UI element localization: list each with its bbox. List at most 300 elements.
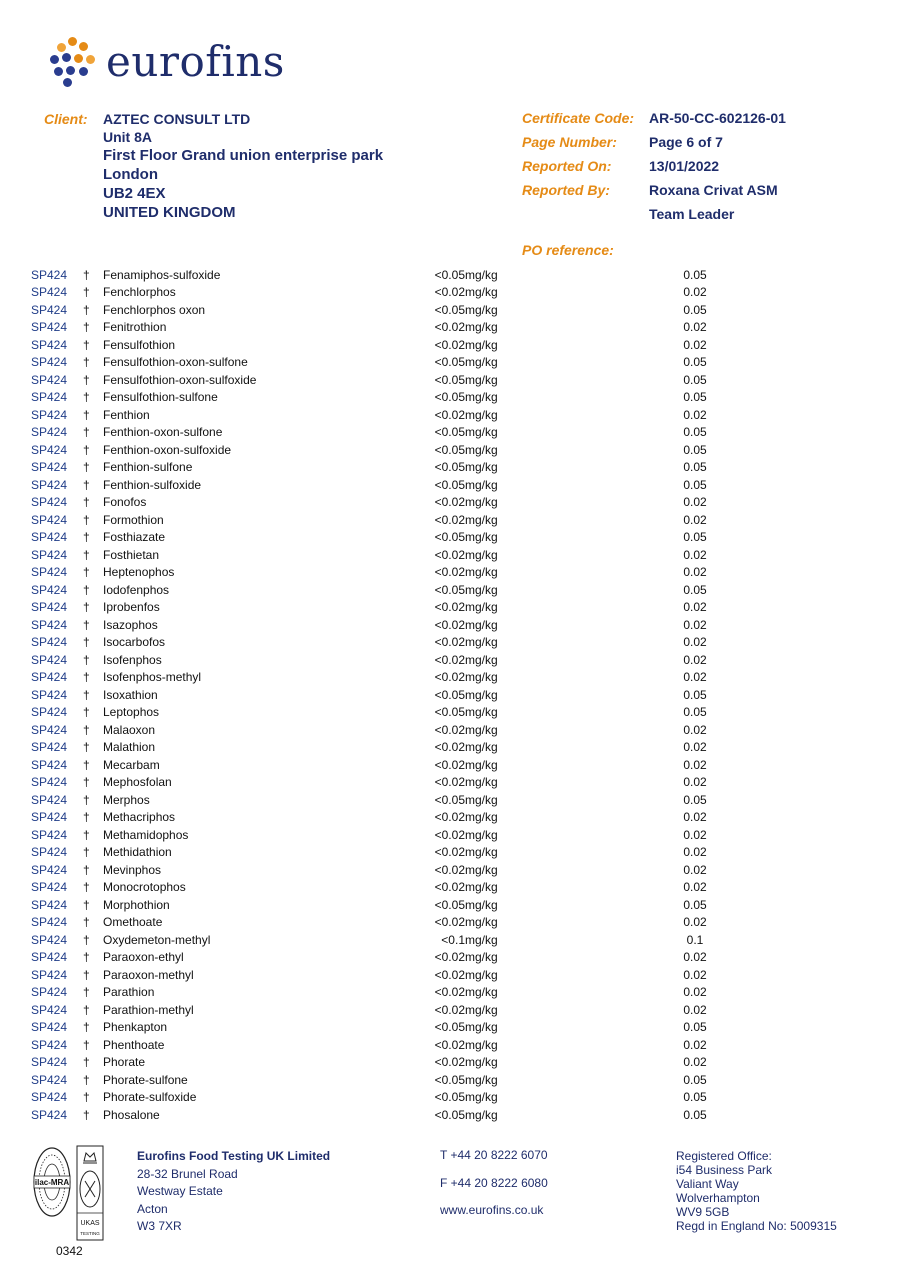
analyte-name: Fenthion-sulfoxide bbox=[103, 477, 202, 492]
accreditation-mark: † bbox=[83, 915, 90, 930]
table-row bbox=[31, 319, 835, 337]
analyte-name: Fenthion-oxon-sulfone bbox=[103, 425, 223, 440]
method-code: SP424 bbox=[31, 845, 68, 860]
reporting-limit: 0.02 bbox=[683, 495, 707, 510]
footer-registered-office bbox=[676, 1149, 837, 1233]
table-row bbox=[31, 966, 835, 984]
accreditation-mark: † bbox=[83, 600, 90, 615]
fax-number: F +44 20 8222 6080 bbox=[440, 1175, 548, 1190]
method-code: SP424 bbox=[31, 512, 68, 527]
method-code: SP424 bbox=[31, 320, 68, 335]
reporting-limit: 0.05 bbox=[683, 582, 707, 597]
accreditation-mark: † bbox=[83, 757, 90, 772]
unit: mg/kg bbox=[465, 460, 498, 475]
reporter-role-value: Team Leader bbox=[649, 206, 735, 222]
client-address bbox=[103, 110, 383, 222]
reporting-limit: 0.05 bbox=[683, 372, 707, 387]
method-code: SP424 bbox=[31, 862, 68, 877]
accreditation-mark: † bbox=[83, 582, 90, 597]
registered-office-line: Valiant Way bbox=[676, 1177, 739, 1191]
registered-office-line: Wolverhampton bbox=[676, 1191, 760, 1205]
table-row bbox=[31, 1071, 835, 1089]
table-row bbox=[31, 774, 835, 792]
client-label: Client: bbox=[44, 111, 88, 127]
accreditation-mark: † bbox=[83, 565, 90, 580]
table-row bbox=[31, 511, 835, 529]
accreditation-mark: † bbox=[83, 355, 90, 370]
table-row bbox=[31, 669, 835, 687]
unit: mg/kg bbox=[465, 652, 498, 667]
table-row bbox=[31, 914, 835, 932]
table-row bbox=[31, 389, 835, 407]
analyte-name: Paraoxon-methyl bbox=[103, 967, 194, 982]
accreditation-mark: † bbox=[83, 827, 90, 842]
analyte-name: Parathion bbox=[103, 985, 155, 1000]
analyte-name: Fensulfothion-sulfone bbox=[103, 390, 218, 405]
analyte-name: Monocrotophos bbox=[103, 880, 186, 895]
table-row bbox=[31, 634, 835, 652]
reporting-limit: 0.02 bbox=[683, 512, 707, 527]
analyte-name: Phosalone bbox=[103, 1107, 160, 1122]
unit: mg/kg bbox=[465, 285, 498, 300]
website-link[interactable]: www.eurofins.co.uk bbox=[440, 1203, 544, 1217]
reporting-limit: 0.02 bbox=[683, 285, 707, 300]
result-value: <0.05 bbox=[434, 302, 465, 317]
reporting-limit: 0.02 bbox=[683, 407, 707, 422]
method-code: SP424 bbox=[31, 1072, 68, 1087]
method-code: SP424 bbox=[31, 635, 68, 650]
reporting-limit: 0.02 bbox=[683, 635, 707, 650]
accreditation-mark: † bbox=[83, 932, 90, 947]
accreditation-mark: † bbox=[83, 985, 90, 1000]
accreditation-number: 0342 bbox=[56, 1244, 83, 1258]
analyte-name: Fensulfothion-oxon-sulfone bbox=[103, 355, 248, 370]
phone-number: T +44 20 8222 6070 bbox=[440, 1148, 548, 1162]
page-number-value: Page 6 of 7 bbox=[649, 134, 723, 150]
unit: mg/kg bbox=[465, 337, 498, 352]
accreditation-mark: † bbox=[83, 390, 90, 405]
accreditation-mark: † bbox=[83, 967, 90, 982]
client-name: AZTEC CONSULT LTD bbox=[103, 111, 251, 127]
analyte-name: Mephosfolan bbox=[103, 775, 172, 790]
table-row bbox=[31, 756, 835, 774]
result-value: <0.02 bbox=[434, 810, 465, 825]
analyte-name: Paraoxon-ethyl bbox=[103, 950, 184, 965]
method-code: SP424 bbox=[31, 460, 68, 475]
result-value: <0.02 bbox=[434, 862, 465, 877]
unit: mg/kg bbox=[465, 1020, 498, 1035]
unit: mg/kg bbox=[465, 600, 498, 615]
table-row bbox=[31, 441, 835, 459]
client-address-line: UB2 4EX bbox=[103, 185, 166, 202]
accreditation-mark: † bbox=[83, 460, 90, 475]
table-row bbox=[31, 861, 835, 879]
reporting-limit: 0.02 bbox=[683, 337, 707, 352]
reporting-limit: 0.05 bbox=[683, 425, 707, 440]
method-code: SP424 bbox=[31, 355, 68, 370]
company-address-line: Acton bbox=[137, 1201, 168, 1216]
result-value: <0.02 bbox=[434, 407, 465, 422]
table-row bbox=[31, 739, 835, 757]
table-row bbox=[31, 371, 835, 389]
accreditation-mark: † bbox=[83, 880, 90, 895]
table-row bbox=[31, 704, 835, 722]
reporting-limit: 0.02 bbox=[683, 775, 707, 790]
certificate-code-value: AR-50-CC-602126-01 bbox=[649, 110, 786, 126]
unit: mg/kg bbox=[465, 495, 498, 510]
footer-company bbox=[137, 1148, 330, 1236]
table-row bbox=[31, 651, 835, 669]
table-row bbox=[31, 546, 835, 564]
result-value: <0.02 bbox=[434, 565, 465, 580]
unit: mg/kg bbox=[465, 635, 498, 650]
result-value: <0.05 bbox=[434, 687, 465, 702]
accreditation-mark: † bbox=[83, 950, 90, 965]
reporting-limit: 0.02 bbox=[683, 810, 707, 825]
unit: mg/kg bbox=[465, 267, 498, 282]
analyte-name: Fenitrothion bbox=[103, 320, 167, 335]
accreditation-mark: † bbox=[83, 320, 90, 335]
accreditation-mark: † bbox=[83, 845, 90, 860]
reported-by-value: Roxana Crivat ASM bbox=[649, 182, 778, 198]
page-number-label: Page Number: bbox=[522, 134, 617, 150]
reporting-limit: 0.02 bbox=[683, 915, 707, 930]
analyte-name: Phorate-sulfoxide bbox=[103, 1090, 197, 1105]
reporting-limit: 0.05 bbox=[683, 1072, 707, 1087]
analyte-name: Omethoate bbox=[103, 915, 163, 930]
analyte-name: Malathion bbox=[103, 740, 156, 755]
result-value: <0.02 bbox=[434, 547, 465, 562]
company-address-line: Westway Estate bbox=[137, 1184, 223, 1198]
reporting-limit: 0.02 bbox=[683, 547, 707, 562]
method-code: SP424 bbox=[31, 267, 68, 282]
table-row bbox=[31, 284, 835, 302]
reporting-limit: 0.02 bbox=[683, 1037, 707, 1052]
reporting-limit: 0.02 bbox=[683, 740, 707, 755]
analyte-name: Phenkapton bbox=[103, 1020, 168, 1035]
registration-number: Regd in England No: 5009315 bbox=[676, 1219, 837, 1233]
unit: mg/kg bbox=[465, 1037, 498, 1052]
method-code: SP424 bbox=[31, 897, 68, 912]
reporting-limit: 0.05 bbox=[683, 267, 707, 282]
reporting-limit: 0.02 bbox=[683, 722, 707, 737]
analyte-name: Isocarbofos bbox=[103, 635, 166, 650]
accreditation-mark: † bbox=[83, 897, 90, 912]
unit: mg/kg bbox=[465, 792, 498, 807]
reporting-limit: 0.02 bbox=[683, 600, 707, 615]
analyte-name: Leptophos bbox=[103, 705, 160, 720]
result-value: <0.02 bbox=[434, 845, 465, 860]
certificate-meta-values bbox=[649, 110, 786, 230]
result-value: <0.05 bbox=[434, 530, 465, 545]
accreditation-mark: † bbox=[83, 775, 90, 790]
reporting-limit: 0.02 bbox=[683, 565, 707, 580]
eurofins-logo-icon bbox=[48, 37, 98, 87]
table-row bbox=[31, 809, 835, 827]
result-value: <0.05 bbox=[434, 1020, 465, 1035]
result-value: <0.05 bbox=[434, 390, 465, 405]
analyte-name: Mevinphos bbox=[103, 862, 162, 877]
analyte-name: Mecarbam bbox=[103, 757, 160, 772]
unit: mg/kg bbox=[465, 565, 498, 580]
certificate-code-label: Certificate Code: bbox=[522, 110, 635, 126]
reporting-limit: 0.05 bbox=[683, 897, 707, 912]
accreditation-mark: † bbox=[83, 425, 90, 440]
result-value: <0.02 bbox=[434, 880, 465, 895]
reporting-limit: 0.02 bbox=[683, 880, 707, 895]
method-code: SP424 bbox=[31, 652, 68, 667]
method-code: SP424 bbox=[31, 285, 68, 300]
method-code: SP424 bbox=[31, 1055, 68, 1070]
reporting-limit: 0.05 bbox=[683, 302, 707, 317]
method-code: SP424 bbox=[31, 705, 68, 720]
unit: mg/kg bbox=[465, 950, 498, 965]
method-code: SP424 bbox=[31, 670, 68, 685]
table-row bbox=[31, 844, 835, 862]
reporting-limit: 0.02 bbox=[683, 950, 707, 965]
result-value: <0.02 bbox=[434, 670, 465, 685]
method-code: SP424 bbox=[31, 880, 68, 895]
client-address-line: Unit 8A bbox=[103, 129, 152, 145]
ilac-mra-seal-icon bbox=[32, 1145, 72, 1220]
unit: mg/kg bbox=[465, 442, 498, 457]
method-code: SP424 bbox=[31, 372, 68, 387]
result-value: <0.02 bbox=[434, 915, 465, 930]
ukas-text: UKAS bbox=[80, 1220, 100, 1227]
accreditation-mark: † bbox=[83, 477, 90, 492]
reporting-limit: 0.02 bbox=[683, 652, 707, 667]
accreditation-mark: † bbox=[83, 810, 90, 825]
unit: mg/kg bbox=[465, 582, 498, 597]
table-row bbox=[31, 1019, 835, 1037]
seal-text: ilac-MRA bbox=[34, 1178, 70, 1187]
result-value: <0.05 bbox=[434, 897, 465, 912]
analyte-name: Malaoxon bbox=[103, 722, 156, 737]
analyte-name: Fonofos bbox=[103, 495, 147, 510]
ukas-subtext: TESTING bbox=[80, 1231, 100, 1236]
client-address-line: London bbox=[103, 166, 158, 183]
eurofins-logo bbox=[48, 38, 285, 86]
table-row bbox=[31, 791, 835, 809]
table-row bbox=[31, 1106, 835, 1124]
table-row bbox=[31, 949, 835, 967]
unit: mg/kg bbox=[465, 985, 498, 1000]
accreditation-mark: † bbox=[83, 1055, 90, 1070]
method-code: SP424 bbox=[31, 1037, 68, 1052]
result-value: <0.02 bbox=[434, 985, 465, 1000]
table-row bbox=[31, 984, 835, 1002]
reporting-limit: 0.02 bbox=[683, 985, 707, 1000]
result-value: <0.02 bbox=[434, 740, 465, 755]
result-value: <0.02 bbox=[434, 512, 465, 527]
analyte-name: Iprobenfos bbox=[103, 600, 160, 615]
unit: mg/kg bbox=[465, 1072, 498, 1087]
accreditation-mark: † bbox=[83, 722, 90, 737]
reporting-limit: 0.05 bbox=[683, 460, 707, 475]
analyte-name: Morphothion bbox=[103, 897, 170, 912]
result-value: <0.02 bbox=[434, 600, 465, 615]
footer-contact bbox=[440, 1148, 548, 1231]
analyte-name: Parathion-methyl bbox=[103, 1002, 194, 1017]
ukas-testing-logo bbox=[76, 1145, 104, 1241]
accreditation-mark: † bbox=[83, 635, 90, 650]
method-code: SP424 bbox=[31, 617, 68, 632]
reporting-limit: 0.05 bbox=[683, 477, 707, 492]
accreditation-mark: † bbox=[83, 547, 90, 562]
accreditation-mark: † bbox=[83, 1002, 90, 1017]
reporting-limit: 0.02 bbox=[683, 1055, 707, 1070]
result-value: <0.02 bbox=[434, 320, 465, 335]
table-row bbox=[31, 1054, 835, 1072]
analyte-name: Phorate-sulfone bbox=[103, 1072, 188, 1087]
result-value: <0.02 bbox=[434, 827, 465, 842]
reporting-limit: 0.05 bbox=[683, 1020, 707, 1035]
table-row bbox=[31, 721, 835, 739]
reporting-limit: 0.02 bbox=[683, 845, 707, 860]
unit: mg/kg bbox=[465, 512, 498, 527]
analyte-name: Isofenphos-methyl bbox=[103, 670, 202, 685]
reported-on-label: Reported On: bbox=[522, 158, 612, 174]
result-value: <0.02 bbox=[434, 722, 465, 737]
registered-office-line: Registered Office: bbox=[676, 1149, 772, 1163]
table-row bbox=[31, 826, 835, 844]
unit: mg/kg bbox=[465, 897, 498, 912]
registered-office-line: i54 Business Park bbox=[676, 1163, 773, 1177]
unit: mg/kg bbox=[465, 862, 498, 877]
accreditation-mark: † bbox=[83, 862, 90, 877]
analyte-name: Iodofenphos bbox=[103, 582, 170, 597]
unit: mg/kg bbox=[465, 407, 498, 422]
unit: mg/kg bbox=[465, 915, 498, 930]
reporting-limit: 0.1 bbox=[686, 932, 704, 947]
result-value: <0.05 bbox=[434, 372, 465, 387]
method-code: SP424 bbox=[31, 810, 68, 825]
table-row bbox=[31, 616, 835, 634]
accreditation-mark: † bbox=[83, 1090, 90, 1105]
method-code: SP424 bbox=[31, 967, 68, 982]
certificate-meta-labels bbox=[522, 110, 634, 206]
reporting-limit: 0.05 bbox=[683, 355, 707, 370]
accreditation-mark: † bbox=[83, 1037, 90, 1052]
method-code: SP424 bbox=[31, 740, 68, 755]
method-code: SP424 bbox=[31, 302, 68, 317]
accreditation-mark: † bbox=[83, 530, 90, 545]
analyte-name: Methacriphos bbox=[103, 810, 176, 825]
reporting-limit: 0.05 bbox=[683, 1090, 707, 1105]
client-address-line: First Floor Grand union enterprise park bbox=[103, 147, 384, 164]
reported-on-value: 13/01/2022 bbox=[649, 158, 720, 174]
result-value: <0.02 bbox=[434, 1055, 465, 1070]
reporting-limit: 0.05 bbox=[683, 705, 707, 720]
method-code: SP424 bbox=[31, 687, 68, 702]
accreditation-mark: † bbox=[83, 740, 90, 755]
accreditation-mark: † bbox=[83, 705, 90, 720]
method-code: SP424 bbox=[31, 757, 68, 772]
method-code: SP424 bbox=[31, 792, 68, 807]
accreditation-mark: † bbox=[83, 267, 90, 282]
result-value: <0.02 bbox=[434, 635, 465, 650]
method-code: SP424 bbox=[31, 827, 68, 842]
brand-name: eurofins bbox=[106, 37, 285, 86]
analyte-name: Methidathion bbox=[103, 845, 172, 860]
method-code: SP424 bbox=[31, 985, 68, 1000]
accreditation-mark: † bbox=[83, 1107, 90, 1122]
analyte-name: Fensulfothion bbox=[103, 337, 176, 352]
analyte-name: Isofenphos bbox=[103, 652, 162, 667]
company-address-line: 28-32 Brunel Road bbox=[137, 1166, 238, 1181]
unit: mg/kg bbox=[465, 810, 498, 825]
method-code: SP424 bbox=[31, 442, 68, 457]
method-code: SP424 bbox=[31, 582, 68, 597]
method-code: SP424 bbox=[31, 932, 68, 947]
accreditation-mark: † bbox=[83, 495, 90, 510]
table-row bbox=[31, 406, 835, 424]
result-value: <0.02 bbox=[434, 1002, 465, 1017]
accreditation-mark: † bbox=[83, 372, 90, 387]
reporting-limit: 0.05 bbox=[683, 1107, 707, 1122]
analyte-name: Isazophos bbox=[103, 617, 158, 632]
table-row bbox=[31, 896, 835, 914]
unit: mg/kg bbox=[465, 845, 498, 860]
table-row bbox=[31, 266, 835, 284]
result-value: <0.1 bbox=[441, 932, 465, 947]
unit: mg/kg bbox=[465, 880, 498, 895]
accreditation-mark: † bbox=[83, 337, 90, 352]
unit: mg/kg bbox=[465, 757, 498, 772]
result-value: <0.02 bbox=[434, 337, 465, 352]
table-row bbox=[31, 301, 835, 319]
unit: mg/kg bbox=[465, 320, 498, 335]
result-value: <0.05 bbox=[434, 1090, 465, 1105]
analyte-name: Isoxathion bbox=[103, 687, 158, 702]
unit: mg/kg bbox=[465, 670, 498, 685]
result-value: <0.05 bbox=[434, 355, 465, 370]
analyte-name: Fosthietan bbox=[103, 547, 160, 562]
unit: mg/kg bbox=[465, 687, 498, 702]
accreditation-mark: † bbox=[83, 670, 90, 685]
reporting-limit: 0.02 bbox=[683, 670, 707, 685]
method-code: SP424 bbox=[31, 530, 68, 545]
analyte-name: Oxydemeton-methyl bbox=[103, 932, 211, 947]
result-value: <0.05 bbox=[434, 425, 465, 440]
result-value: <0.05 bbox=[434, 267, 465, 282]
reporting-limit: 0.05 bbox=[683, 687, 707, 702]
analyte-name: Fenamiphos-sulfoxide bbox=[103, 267, 221, 282]
reporting-limit: 0.02 bbox=[683, 967, 707, 982]
accreditation-mark: † bbox=[83, 687, 90, 702]
reporting-limit: 0.05 bbox=[683, 792, 707, 807]
unit: mg/kg bbox=[465, 477, 498, 492]
result-value: <0.02 bbox=[434, 285, 465, 300]
table-row bbox=[31, 879, 835, 897]
accreditation-mark: † bbox=[83, 1072, 90, 1087]
unit: mg/kg bbox=[465, 740, 498, 755]
analyte-name: Formothion bbox=[103, 512, 164, 527]
result-value: <0.05 bbox=[434, 792, 465, 807]
method-code: SP424 bbox=[31, 950, 68, 965]
accreditation-mark: † bbox=[83, 617, 90, 632]
analyte-name: Fenchlorphos oxon bbox=[103, 302, 206, 317]
method-code: SP424 bbox=[31, 722, 68, 737]
unit: mg/kg bbox=[465, 932, 498, 947]
method-code: SP424 bbox=[31, 565, 68, 580]
table-row bbox=[31, 424, 835, 442]
result-value: <0.05 bbox=[434, 460, 465, 475]
accreditation-mark: † bbox=[83, 285, 90, 300]
method-code: SP424 bbox=[31, 1002, 68, 1017]
table-row bbox=[31, 564, 835, 582]
analyte-name: Phorate bbox=[103, 1055, 146, 1070]
